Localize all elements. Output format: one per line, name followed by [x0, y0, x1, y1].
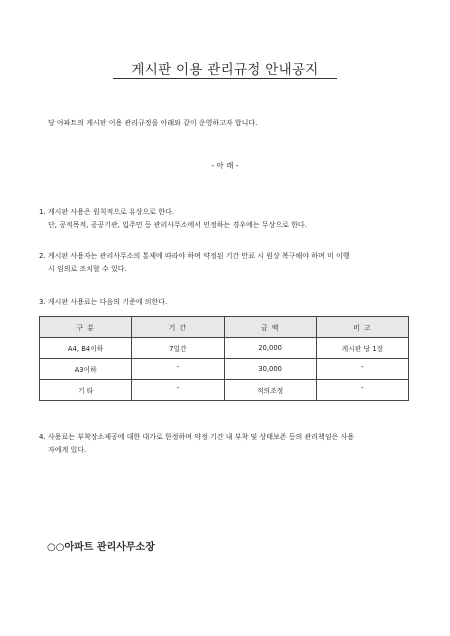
table-cell: 기 타 [40, 380, 132, 401]
item-text: 게시판 사용자는 관리사무소의 통제에 따라야 하며 약정된 기간 만료 시 원상 복구해야 하며 미 이행 [47, 252, 350, 260]
item-3 [39, 296, 167, 309]
table-cell: ″ [132, 380, 224, 401]
table-header-row [40, 317, 409, 338]
document-title: 게시판 이용 관리규정 안내공지 [131, 62, 319, 78]
header-amount: 금 액 [224, 317, 316, 338]
item-text: 게시판 사용은 원칙적으로 유상으로 한다. [47, 208, 175, 216]
item-number: 2. [39, 252, 46, 260]
table-row [40, 359, 409, 380]
item-text-cont: 시 임의로 조치할 수 있다. [48, 265, 127, 273]
item-text-cont: 단, 공적목적, 공공기관, 입주민 등 관리사무소에서 인정하는 경우에는 무상으로 한다. [48, 221, 307, 229]
header-period: 기 간 [132, 317, 224, 338]
item-4 [39, 431, 354, 457]
table-cell: ″ [132, 359, 224, 380]
item-text: 게시판 사용료는 다음의 기준에 의한다. [47, 298, 168, 306]
item-text: 사용료는 부착장소제공에 대한 대가로 한정하며 약정 기간 내 부착 및 상태보존 등의 관리책임은 사용 [47, 433, 355, 441]
table-cell: A4, B4이하 [40, 338, 132, 359]
table-cell: 7일간 [132, 338, 224, 359]
header-note: 비 고 [316, 317, 408, 338]
item-2 [39, 250, 350, 276]
item-text-cont: 자에게 있다. [48, 446, 87, 454]
item-1 [39, 206, 307, 232]
header-category: 구 분 [40, 317, 132, 338]
table-row [40, 380, 409, 401]
item-number: 1. [39, 208, 46, 216]
intro-text: 당 아파트의 게시판 이용 관리규정을 아래와 같이 운영하고자 합니다. [48, 119, 258, 127]
table-cell: ″ [316, 380, 408, 401]
table-cell: ″ [316, 359, 408, 380]
table-cell: A3이하 [40, 359, 132, 380]
title-underline [113, 78, 337, 79]
table-cell: 게시판 당 1장 [316, 338, 408, 359]
table-cell: 30,000 [224, 359, 316, 380]
table-cell: 적의조정 [224, 380, 316, 401]
item-number: 4. [39, 433, 46, 441]
subheading: - 아 래 - [211, 161, 239, 170]
item-number: 3. [39, 298, 46, 306]
table-cell: 20,000 [224, 338, 316, 359]
table-row [40, 338, 409, 359]
footer-signature: ○○아파트 관리사무소장 [47, 542, 155, 553]
fee-table [39, 316, 409, 401]
